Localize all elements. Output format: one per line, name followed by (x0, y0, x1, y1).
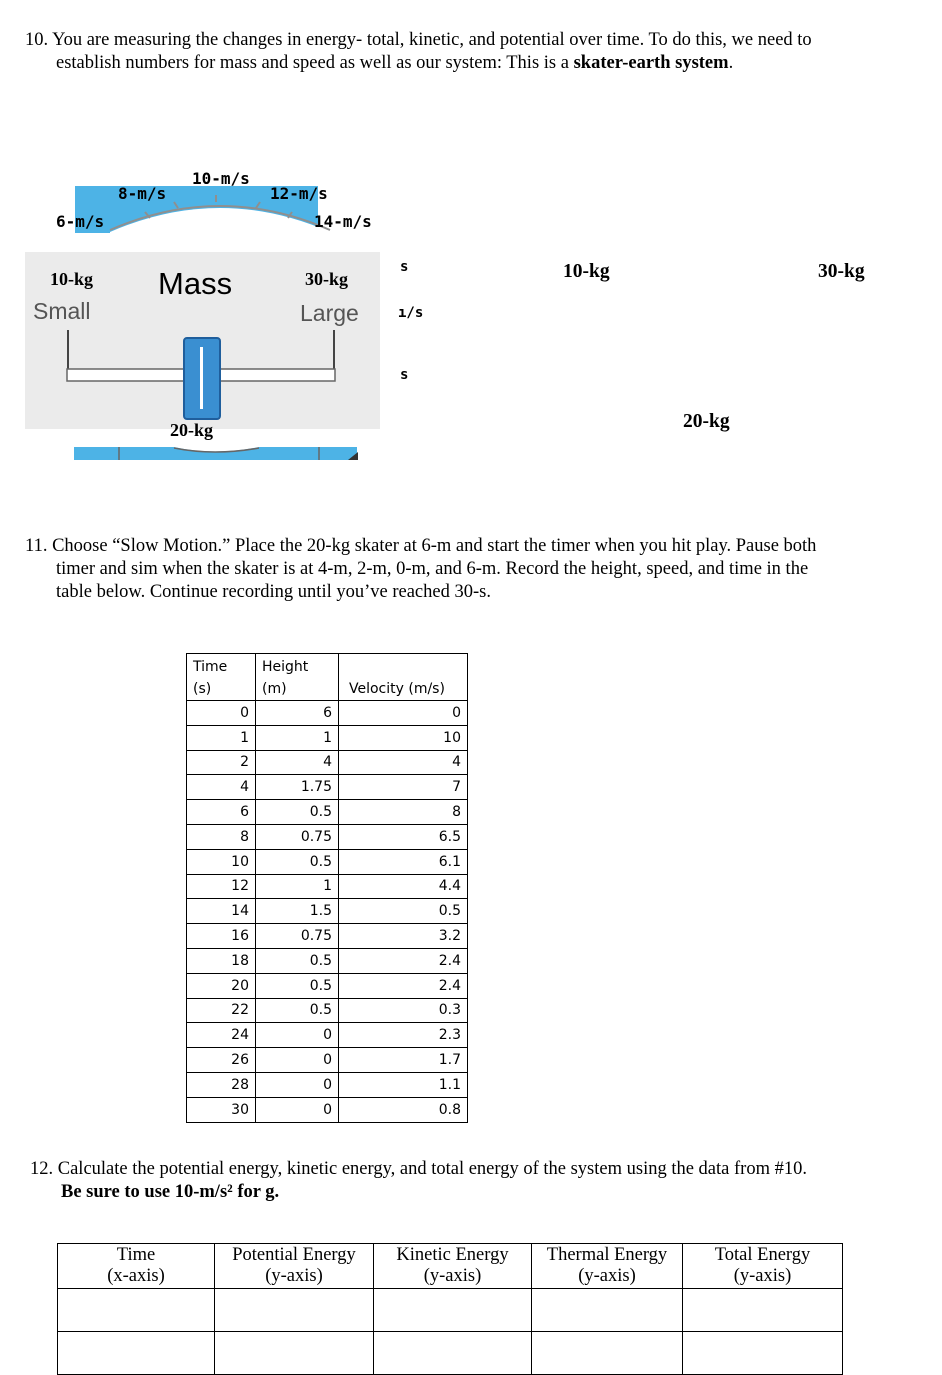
cell-velocity: 2.4 (339, 948, 468, 973)
cell-time: 24 (187, 1023, 256, 1048)
table-row (187, 924, 468, 949)
table-row (187, 1072, 468, 1097)
mass-small-label: Small (33, 298, 91, 324)
emphasis-text: skater-earth system (573, 53, 729, 73)
cell-time: 26 (187, 1048, 256, 1073)
table-row (187, 998, 468, 1023)
bottom-strip (74, 442, 364, 462)
header-time: Time (s) (187, 654, 256, 701)
cell-height: 0.75 (256, 924, 339, 949)
data-table-header (187, 654, 468, 701)
table-row (187, 775, 468, 800)
energy-table (57, 1243, 843, 1375)
punctuation: . (728, 53, 734, 73)
cell-time: 20 (187, 973, 256, 998)
header-line: (y-axis) (265, 1266, 323, 1286)
table-row (58, 1332, 843, 1375)
cell-velocity: 0.5 (339, 899, 468, 924)
cell-height: 1.5 (256, 899, 339, 924)
cell-height: 0.5 (256, 998, 339, 1023)
question-number: 12. (30, 1159, 54, 1179)
question-text: timer and sim when the skater is at 4-m, 2-m, 0-m, and 6-m. Record the height, speed, and time in the (56, 559, 809, 579)
thumb-grip (200, 347, 203, 409)
cell-height: 1.75 (256, 775, 339, 800)
mass-large-label: Large (300, 300, 359, 326)
speed-label-6: 6-m/s (56, 212, 105, 231)
question-10 (25, 29, 905, 75)
cell-velocity: 10 (339, 725, 468, 750)
table-row (58, 1289, 843, 1332)
header-line: Thermal Energy (546, 1245, 668, 1265)
table-row (187, 725, 468, 750)
mass-label-10kg: 10-kg (50, 269, 94, 289)
cell-height: 0.75 (256, 824, 339, 849)
mass-label-20kg: 20-kg (170, 420, 214, 440)
cell-velocity: 8 (339, 800, 468, 825)
table-row (187, 750, 468, 775)
kg-label-20: 20-kg (683, 411, 730, 432)
header-line: (y-axis) (578, 1266, 636, 1286)
cell-time: 28 (187, 1072, 256, 1097)
header-line: Total Energy (714, 1245, 811, 1265)
data-table-body (187, 701, 468, 1123)
question-text-bold: Be sure to use 10-m/s² for g. (61, 1182, 280, 1202)
cell-time: 8 (187, 824, 256, 849)
empty-cell[interactable] (683, 1289, 843, 1332)
speed-label-8: 8-m/s (118, 184, 167, 203)
header-line: (y-axis) (733, 1266, 792, 1286)
cut-label-ms: ı/s (398, 305, 424, 321)
cell-time: 0 (187, 701, 256, 726)
question-text: table below. Continue recording until you’ve reached 30-s. (56, 582, 491, 602)
header-line: (x-axis) (107, 1266, 165, 1286)
cell-time: 14 (187, 899, 256, 924)
table-row (187, 1023, 468, 1048)
cell-time: 22 (187, 998, 256, 1023)
kg-label-30: 30-kg (818, 261, 865, 282)
header-height (256, 654, 339, 701)
header-total (683, 1244, 843, 1289)
question-text: Choose “Slow Motion.” Place the 20-kg skater at 6-m and start the timer when you hit play. Pause both (52, 536, 817, 556)
question-12 (30, 1158, 910, 1204)
cell-time: 10 (187, 849, 256, 874)
data-table (186, 653, 468, 1123)
empty-cell[interactable] (58, 1332, 215, 1375)
cell-velocity: 4 (339, 750, 468, 775)
kg-label-10: 10-kg (563, 261, 610, 282)
mass-slider-thumb[interactable] (183, 337, 221, 420)
empty-cell[interactable] (374, 1332, 532, 1375)
cell-height: 1 (256, 874, 339, 899)
cell-time: 2 (187, 750, 256, 775)
energy-table-header (58, 1244, 843, 1289)
empty-cell[interactable] (215, 1289, 374, 1332)
energy-table-body (58, 1289, 843, 1375)
cell-height: 0.5 (256, 800, 339, 825)
table-row (187, 874, 468, 899)
speed-label-10: 10-m/s (192, 169, 250, 188)
cell-time: 18 (187, 948, 256, 973)
cell-height: 0.5 (256, 948, 339, 973)
empty-cell[interactable] (532, 1289, 683, 1332)
table-row (187, 849, 468, 874)
cell-velocity: 6.1 (339, 849, 468, 874)
table-row (187, 1048, 468, 1073)
question-number: 11. (25, 536, 48, 556)
table-row (187, 701, 468, 726)
header-line: Time (116, 1245, 156, 1265)
cell-velocity: 3.2 (339, 924, 468, 949)
question-11 (25, 535, 905, 604)
empty-cell[interactable] (683, 1332, 843, 1375)
cell-height: 0 (256, 1023, 339, 1048)
cell-velocity: 0 (339, 701, 468, 726)
cell-height: 0 (256, 1097, 339, 1122)
cell-height: 0 (256, 1048, 339, 1073)
cell-velocity: 7 (339, 775, 468, 800)
table-row (187, 973, 468, 998)
mass-label-30kg: 30-kg (305, 269, 349, 289)
header-time-x (58, 1244, 215, 1289)
question-text: establish numbers for mass and speed as well as our system: This is a (56, 53, 574, 73)
header-line: Kinetic Energy (396, 1245, 509, 1265)
question-text: Calculate the potential energy, kinetic energy, and total energy of the system using the data from #10. (57, 1159, 807, 1179)
cut-label-s-bottom: s (400, 367, 409, 383)
header-kinetic (374, 1244, 532, 1289)
cell-velocity: 1.7 (339, 1048, 468, 1073)
cut-label-s-top: s (400, 259, 409, 275)
speed-label-12: 12-m/s (270, 184, 328, 203)
cell-velocity: 0.8 (339, 1097, 468, 1122)
header-velocity: Velocity (m/s) (339, 654, 468, 701)
cell-time: 30 (187, 1097, 256, 1122)
cell-velocity: 0.3 (339, 998, 468, 1023)
table-row (187, 948, 468, 973)
empty-cell[interactable] (215, 1332, 374, 1375)
speed-label-14: 14-m/s (314, 212, 372, 231)
header-line: (y-axis) (423, 1266, 482, 1286)
cell-height: 1 (256, 725, 339, 750)
cell-time: 6 (187, 800, 256, 825)
cell-time: 4 (187, 775, 256, 800)
header-height-line1: Height (262, 659, 309, 675)
empty-cell[interactable] (58, 1289, 215, 1332)
question-text: You are measuring the changes in energy- total, kinetic, and potential over time. To do this, we need to (52, 30, 812, 50)
cell-time: 16 (187, 924, 256, 949)
question-number: 10. (25, 30, 49, 50)
cell-velocity: 2.4 (339, 973, 468, 998)
header-line: Potential Energy (232, 1245, 356, 1265)
cell-time: 12 (187, 874, 256, 899)
header-potential (215, 1244, 374, 1289)
cell-velocity: 1.1 (339, 1072, 468, 1097)
mass-title: Mass (158, 266, 233, 301)
empty-cell[interactable] (532, 1332, 683, 1375)
table-row (187, 1097, 468, 1122)
header-thermal (532, 1244, 683, 1289)
header-height-line2: (m) (262, 681, 287, 697)
empty-cell[interactable] (374, 1289, 532, 1332)
table-row (187, 899, 468, 924)
cell-height: 4 (256, 750, 339, 775)
cell-velocity: 2.3 (339, 1023, 468, 1048)
cell-height: 0.5 (256, 849, 339, 874)
table-row (187, 824, 468, 849)
cell-time: 1 (187, 725, 256, 750)
cell-velocity: 6.5 (339, 824, 468, 849)
cell-height: 6 (256, 701, 339, 726)
cell-velocity: 4.4 (339, 874, 468, 899)
cell-height: 0 (256, 1072, 339, 1097)
table-row (187, 800, 468, 825)
cell-height: 0.5 (256, 973, 339, 998)
